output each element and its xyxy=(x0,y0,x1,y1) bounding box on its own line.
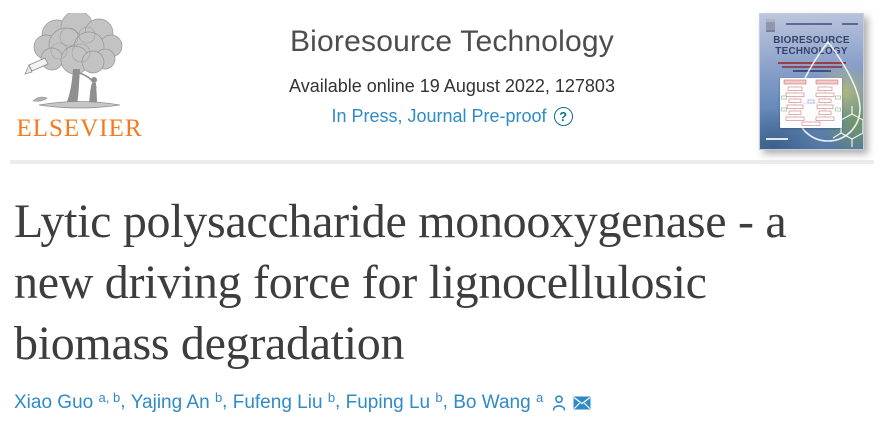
author-separator: , xyxy=(120,391,131,412)
cover-journal-title: BIORESOURCE TECHNOLOGY xyxy=(773,34,850,57)
journal-title-link[interactable]: Bioresource Technology xyxy=(289,25,615,58)
in-press-link[interactable]: In Press, Journal Pre-proof xyxy=(331,106,547,126)
person-icon xyxy=(550,394,568,412)
availability-text: Available online 19 August 2022, 127803 xyxy=(289,76,615,96)
author-separator: , xyxy=(442,391,454,412)
corresponding-author-icons xyxy=(550,391,591,412)
status-line xyxy=(145,106,759,127)
question-mark-icon[interactable]: ? xyxy=(554,107,573,126)
author-separator: , xyxy=(335,391,346,412)
cover-flowchart-panel xyxy=(780,78,842,128)
author-bo-wang[interactable]: Bo Wang $^a$ xyxy=(453,390,544,413)
envelope-icon xyxy=(573,396,591,410)
cover-column xyxy=(759,13,870,150)
article-title: Lytic polysaccharide monooxygenase - a new driving force for lignocellulosic biomass degradation xyxy=(14,195,787,370)
elsevier-logo[interactable] xyxy=(14,13,145,143)
divider xyxy=(10,160,874,164)
cover-publisher-text-line xyxy=(766,138,788,140)
journal-info xyxy=(145,13,759,127)
author-xiao-guo[interactable]: Xiao Guo $^{a, b}$ xyxy=(14,390,121,413)
elsevier-tree-icon xyxy=(19,13,140,113)
author-list xyxy=(14,391,870,414)
journal-header xyxy=(0,0,884,160)
author-fufeng-liu[interactable]: Fufeng Liu $^b$ xyxy=(232,390,336,413)
journal-cover-thumbnail[interactable] xyxy=(759,13,864,150)
author-fuping-lu[interactable]: Fuping Lu $^b$ xyxy=(345,390,443,413)
author-separator: , xyxy=(222,391,233,412)
author-yajing-an[interactable]: Yajing An $^b$ xyxy=(130,390,223,413)
elsevier-wordmark: ELSEVIER xyxy=(16,115,143,142)
